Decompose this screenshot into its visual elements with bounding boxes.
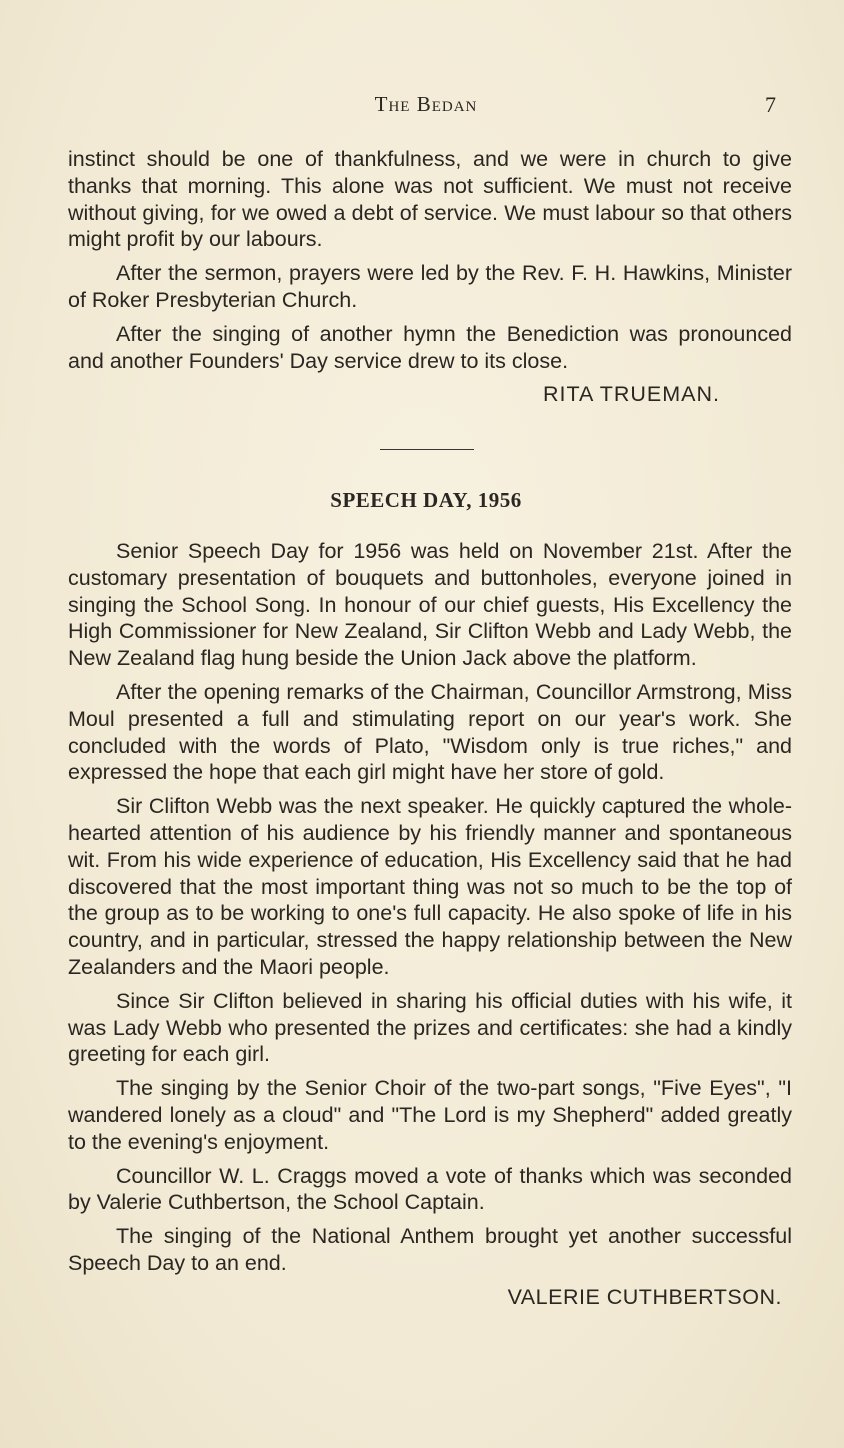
paragraph: Since Sir Clifton believed in sharing his official duties with his wife, it was Lady Webb who presented the prizes and certificates: she had a kindly greeting for each girl.	[68, 988, 792, 1067]
section-divider	[380, 449, 474, 450]
paragraph: instinct should be one of thankfulness, and we were in church to give thanks that morning. This alone was not sufficient. We must not receive without giving, for we owed a debt of service. We must labour so that others might profit by our labours.	[68, 147, 792, 252]
running-header	[68, 92, 784, 122]
paragraph: Councillor W. L. Craggs moved a vote of thanks which was seconded by Valerie Cuthbertson, the School Captain.	[68, 1163, 792, 1215]
section-heading: SPEECH DAY, 1956	[330, 488, 522, 512]
paragraph: Sir Clifton Webb was the next speaker. He quickly captured the whole-hearted attention of his audience by his friendly manner and spontaneous wit. From his wide experience of education, His Excellency said that he had discovered that the most important thing was not so much to be the top of the group as to be working to one's full capacity. He also spoke of life in his country, and in particular, stressed the happy relationship between the New Zealanders and the Maori people.	[68, 794, 792, 979]
journal-title: The Bedan	[374, 92, 478, 116]
paragraph: The singing of the National Anthem brought yet another successful Speech Day to an end.	[68, 1224, 792, 1275]
paragraph: After the opening remarks of the Chairman, Councillor Armstrong, Miss Moul presented a full and stimulating report on our year's work. She concluded with the words of Plato, "Wisdom only is true riches," and expressed the hope that each girl might have her store of gold.	[68, 679, 792, 785]
paragraph: The singing by the Senior Choir of the two-part songs, "Five Eyes", "I wandered lonely as a cloud" and "The Lord is my Shepherd" added greatly to the evening's enjoyment.	[68, 1076, 792, 1154]
paragraph: After the sermon, prayers were led by the Rev. F. H. Hawkins, Minister of Roker Presbyterian Church.	[68, 261, 792, 312]
paragraph: Senior Speech Day for 1956 was held on November 21st. After the customary presentation of bouquets and buttonholes, everyone joined in singing the School Song. In honour of our chief guests, His Excellency the High Commissioner for New Zealand, Sir Clifton Webb and Lady Webb, the New Zealand flag hung beside the Union Jack above the platform.	[68, 539, 792, 671]
author-signature: RITA TRUEMAN.	[542, 382, 720, 407]
paragraph: After the singing of another hymn the Benediction was pronounced and another Founders' Day service drew to its close.	[68, 321, 792, 373]
author-signature: VALERIE CUTHBERTSON.	[507, 1284, 782, 1309]
founders-day-continuation	[68, 146, 792, 415]
speech-day-article	[68, 538, 792, 1318]
page-number: 7	[765, 92, 776, 117]
